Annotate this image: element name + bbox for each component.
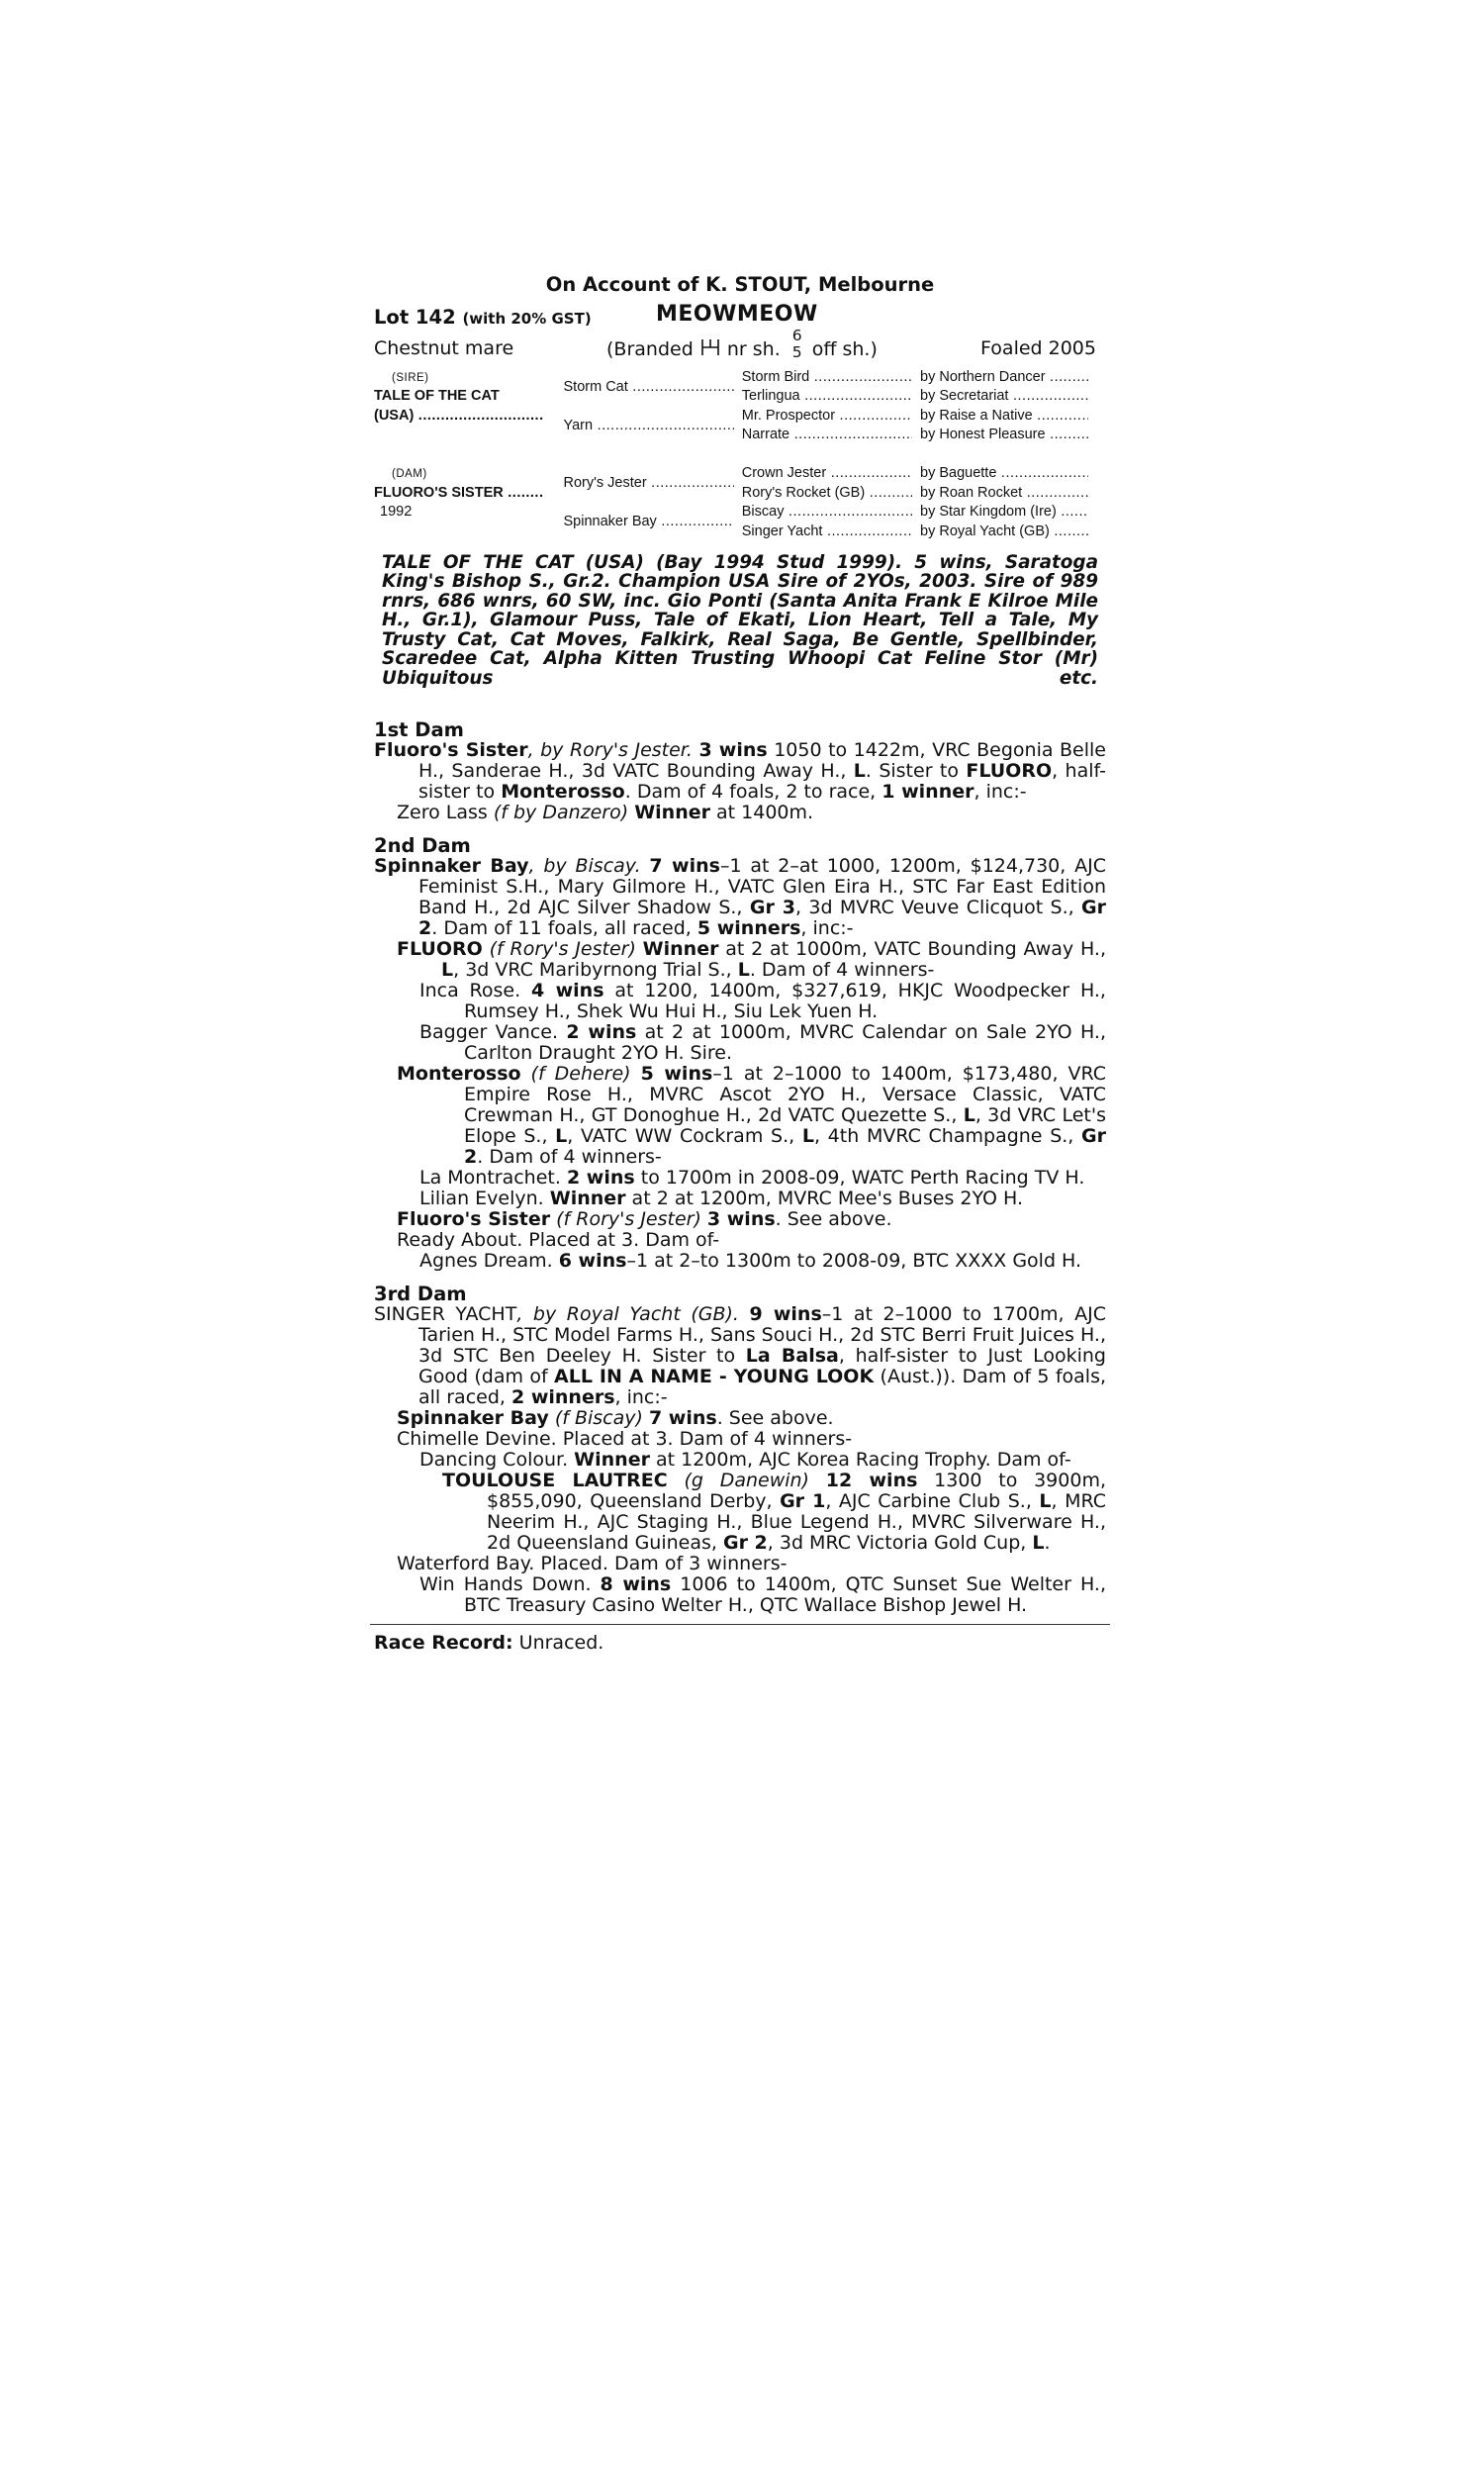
brand-number	[788, 328, 806, 361]
sibling-name: Monterosso	[501, 781, 625, 804]
text: at 1200, 1400m, $327,619, HKJC Woodpecker H., Rumsey H., Shek Wu Hui H., Siu Lek Yuen H.	[464, 980, 1106, 1023]
sire-name-country: (USA) .....	[374, 408, 544, 424]
listed: L	[1039, 1490, 1052, 1513]
foal-name: Spinnaker Bay	[397, 1407, 549, 1430]
pedigree-g2-cell	[564, 464, 742, 503]
divider	[370, 1624, 1110, 1625]
sire-name: TALE OF THE CAT	[374, 388, 500, 405]
pedigree-g2-item: Storm Cat .....	[564, 379, 734, 395]
foal-entry	[374, 1574, 1106, 1616]
dam-name-text: FLUORO'S SISTER .....	[374, 485, 544, 501]
listed: L	[801, 1125, 814, 1148]
text: . Dam of 11 foals, all raced,	[431, 917, 697, 940]
text: , 3d MRC Victoria Gold Cup,	[767, 1532, 1033, 1555]
text: , AJC Carbine Club S.,	[825, 1490, 1040, 1513]
first-dam-heading: 1st Dam	[374, 718, 464, 742]
foal-sire: (f by Danzero)	[487, 802, 635, 824]
text: to 1700m in 2008-09, WATC Perth Racing TV H.	[634, 1167, 1085, 1189]
pedigree-g2-item: Rory's Jester .....	[564, 475, 734, 491]
pedigree-g2-cell	[564, 503, 742, 541]
foal-entry	[374, 1450, 1106, 1471]
pedigree-g2-cell	[564, 406, 742, 444]
dam-name: Fluoro's Sister	[374, 739, 528, 762]
foal-sire: (f Dehere)	[520, 1063, 641, 1086]
foal-sire: (f Rory's Jester)	[550, 1208, 707, 1231]
wins: 2 wins	[566, 1167, 635, 1189]
foal-name: Agnes Dream.	[419, 1250, 559, 1273]
second-dam-heading: 2nd Dam	[374, 834, 471, 858]
foal-name: Inca Rose.	[419, 980, 531, 1002]
pedigree-g3-item: Crown Jester .....	[742, 465, 912, 481]
foal-name: Zero Lass	[397, 802, 488, 824]
foal-entry	[374, 1209, 1106, 1230]
pedigree-g3-cell	[742, 464, 920, 484]
winner: Winner	[574, 1449, 650, 1472]
description-line	[374, 326, 1106, 365]
first-dam-entry	[374, 740, 1106, 803]
listed: L	[1032, 1532, 1045, 1555]
pedigree-g3-cell	[742, 367, 920, 387]
foal-entry	[374, 939, 1106, 981]
listed: L	[853, 760, 866, 783]
winners-count: 1 winner	[881, 781, 974, 804]
wins: 12 wins	[825, 1470, 918, 1492]
pedigree-g4-item: by Star Kingdom (Ire) .....	[920, 504, 1088, 520]
pedigree-g4-cell	[920, 426, 1106, 445]
winner: Winner	[642, 938, 719, 961]
wins: 8 wins	[600, 1573, 672, 1596]
pedigree-g3-cell	[742, 522, 920, 541]
pedigree-g3-item: Storm Bird .....	[742, 369, 912, 385]
foal-name: Win Hands Down.	[419, 1573, 601, 1596]
consignor-line: On Account of K. STOUT, Melbourne	[545, 273, 935, 296]
pedigree-empty	[374, 426, 564, 445]
pedigree-g4-cell	[920, 387, 1106, 407]
lot-number	[374, 306, 592, 329]
sex-colour: Chestnut mare	[374, 337, 514, 359]
dam-sire: , by Rory's Jester.	[527, 739, 693, 762]
pedigree-g3-item: Biscay .....	[742, 504, 912, 520]
text: at 1400m.	[709, 802, 814, 824]
lot-label: Lot 142	[374, 306, 456, 329]
pedigree-g4-cell	[920, 406, 1106, 426]
brand-open: (Branded	[606, 338, 694, 360]
sibling-name: La Balsa	[745, 1345, 839, 1368]
brand-description	[606, 326, 878, 361]
pedigree-g4-item: by Northern Dancer .....	[920, 369, 1088, 385]
pedigree-g4-item: by Secretariat .....	[920, 388, 1088, 404]
pedigree-g3-item: Narrate .....	[742, 427, 912, 442]
listed: L	[963, 1104, 975, 1127]
foal-name: Fluoro's Sister	[397, 1208, 551, 1231]
race-record	[374, 1633, 1106, 1654]
foal-entry: Ready About. Placed at 3. Dam of-	[397, 1229, 720, 1252]
group: Gr 2	[418, 897, 1106, 940]
pedigree-g2-item: Spinnaker Bay .....	[564, 514, 734, 529]
text: , 3d MVRC Veuve Clicquot S.,	[794, 897, 1082, 919]
group: Gr 3	[749, 897, 795, 919]
pedigree-g4-item: by Baguette .....	[920, 465, 1088, 481]
dam-tag	[374, 464, 564, 484]
pedigree-g3-cell	[742, 426, 920, 445]
wins: 3 wins	[698, 739, 768, 762]
text: . Dam of 4 foals, 2 to race,	[624, 781, 882, 804]
race-record-label: Race Record:	[374, 1632, 513, 1655]
foal-sire: (g Danewin)	[667, 1470, 826, 1492]
brand-off: off sh.)	[811, 338, 878, 360]
group: Gr 1	[780, 1490, 826, 1513]
brand-number-bottom: 5	[791, 342, 802, 361]
wins: 7 wins	[648, 1407, 717, 1430]
race-record-value: Unraced.	[512, 1632, 604, 1655]
winners-count: 5 winners	[696, 917, 801, 940]
winner: Winner	[634, 802, 710, 824]
pedigree-g2-item: Yarn .....	[564, 418, 734, 433]
text: , MRC Neerim H., AJC Staging H., Blue Legend H., MVRC Silverware H., 2d Queensland Guineas,	[487, 1490, 1106, 1555]
dam-year: 1992	[380, 504, 413, 521]
foal-name: La Montrachet.	[419, 1167, 567, 1189]
gst-note: (with 20% GST)	[462, 310, 592, 328]
catalogue-page	[374, 273, 1106, 1654]
pedigree-g3-item: Singer Yacht .....	[742, 523, 912, 539]
text: –1 at 2–1000 to 1400m, $173,480, VRC Empire Rose H., MVRC Ascot 2YO H., Versace Classic, VATC Crewman H., GT Donoghue H., 2d VATC Quezette S.,	[464, 1063, 1106, 1127]
foaled-year: Foaled 2005	[980, 337, 1096, 359]
dam-tag-text: (DAM)	[392, 468, 427, 481]
listed: L	[737, 959, 750, 982]
wins: 6 wins	[558, 1250, 627, 1273]
foal-entry: Waterford Bay. Placed. Dam of 3 winners-	[397, 1553, 788, 1575]
sire-name-2	[374, 406, 564, 426]
horse-name: MEOWMEOW	[656, 302, 818, 327]
third-dam-heading: 3rd Dam	[374, 1283, 467, 1306]
foal-entry: Chimelle Devine. Placed at 3. Dam of 4 winners-	[397, 1428, 853, 1451]
pedigree-g2-cell	[564, 367, 742, 406]
text: at 2 at 1000m, MVRC Calendar on Sale 2YO H., Carlton Draught 2YO H. Sire.	[464, 1021, 1106, 1065]
wins: 3 wins	[706, 1208, 776, 1231]
text: . Dam of 4 winners-	[477, 1146, 662, 1169]
text: at 1200m, AJC Korea Racing Trophy. Dam of-	[649, 1449, 1071, 1472]
listed: L	[555, 1125, 568, 1148]
text: . Dam of 4 winners-	[749, 959, 935, 982]
brand-mark-icon	[699, 337, 721, 357]
pedigree-table	[374, 367, 1106, 541]
pedigree-g3-cell	[742, 483, 920, 503]
text: 1300 to 3900m, $855,090, Queensland Derby,	[487, 1470, 1106, 1513]
pedigree-g4-cell	[920, 367, 1106, 387]
text: . See above.	[775, 1208, 892, 1231]
foal-entry	[374, 1064, 1106, 1168]
text: –1 at 2–to 1300m to 2008-09, BTC XXXX Gold H.	[626, 1250, 1082, 1273]
winners-count: 2 winners	[510, 1386, 615, 1409]
text: .	[1044, 1532, 1051, 1555]
sibling-name: ALL IN A NAME - YOUNG LOOK	[554, 1366, 875, 1388]
foal-name: Dancing Colour.	[419, 1449, 575, 1472]
pedigree-g3-item: Rory's Rocket (GB) .....	[742, 485, 912, 501]
foal-name: Lilian Evelyn.	[419, 1188, 550, 1210]
foal-entry	[374, 1251, 1106, 1272]
pedigree-g3-cell	[742, 406, 920, 426]
sibling-name: FLUORO	[966, 760, 1053, 783]
pedigree-g4-cell	[920, 503, 1106, 523]
text: 1050 to 1422m, VRC Begonia Belle H., Sanderae H., 3d VATC Bounding Away H.,	[418, 739, 1106, 783]
text: , 4th MVRC Champagne S.,	[813, 1125, 1082, 1148]
group: Gr 2	[722, 1532, 768, 1555]
pedigree-g4-cell	[920, 483, 1106, 503]
wins: 4 wins	[530, 980, 604, 1002]
foal-entry	[374, 1022, 1106, 1064]
foal-entry	[374, 981, 1106, 1022]
dam-name: SINGER YACHT	[374, 1303, 517, 1326]
dam-sire: , by Biscay.	[528, 855, 641, 878]
pedigree-g3-item: Mr. Prospector .....	[742, 408, 912, 424]
pedigree-g4-item: by Royal Yacht (GB) .....	[920, 523, 1088, 539]
sire-tag-text: (SIRE)	[392, 371, 429, 384]
text: . See above.	[716, 1407, 834, 1430]
text: , half-sister to Just Looking Good (dam of	[418, 1345, 1106, 1388]
wins: 7 wins	[649, 855, 720, 878]
text: , 3d VRC Let's Elope S.,	[464, 1104, 1107, 1148]
text: (Aust.)). Dam of 5 foals, all raced,	[418, 1366, 1107, 1409]
foal-name: Bagger Vance.	[419, 1021, 567, 1044]
text: at 2 at 1000m, VATC Bounding Away H.,	[718, 938, 1106, 961]
text: –1 at 2–1000 to 1700m, AJC Tarien H., STC Model Farms H., Sans Souci H., 2d STC Berri Fruit Juices H., 3d STC Ben Deeley H. Sister to	[418, 1303, 1106, 1368]
third-dam-entry	[374, 1304, 1106, 1408]
sire-summary: TALE OF THE CAT (USA) (Bay 1994 Stud 1999). 5 wins, Saratoga King's Bishop S., Gr.2. Champion USA Sire of 2YOs, 2003. Sire of 989 rnrs, 686 wnrs, 60 SW, inc. Gio Ponti (Santa Anita Frank E Kilroe Mile H., Gr.1), Glamour Puss, Tale of Ekati, Lion Heart, Tell a Tale, My Trusty Cat, Cat Moves, Falkirk, Real Saga, Be Gentle, Spellbinder, Scaredee Cat, Alpha Kitten Trusting Whoopi Cat Feline Stor (Mr) Ubiquitous etc.	[382, 551, 1098, 690]
dam-name	[374, 483, 564, 503]
wins: 5 wins	[640, 1063, 713, 1086]
text: . Sister to	[865, 760, 967, 783]
text: , half-sister to	[418, 760, 1107, 804]
sire-tag	[374, 367, 564, 387]
brand-nr: nr sh.	[726, 338, 781, 360]
foal-entry	[374, 1408, 1106, 1429]
pedigree-g4-item: by Roan Rocket .....	[920, 485, 1088, 501]
listed: L	[441, 959, 454, 982]
text: 1006 to 1400m, QTC Sunset Sue Welter H., BTC Treasury Casino Welter H., QTC Wallace Bishop Jewel H.	[464, 1573, 1106, 1617]
foal-entry	[374, 1168, 1106, 1189]
foal-entry	[374, 1189, 1106, 1209]
text: , inc:-	[614, 1386, 668, 1409]
wins: 2 wins	[566, 1021, 637, 1044]
foal-entry	[374, 803, 1106, 823]
group: Gr 2	[464, 1125, 1106, 1169]
winner: Winner	[549, 1188, 626, 1210]
pedigree-g4-cell	[920, 522, 1106, 541]
brand-number-top: 6	[791, 326, 802, 344]
text: , 3d VRC Maribyrnong Trial S.,	[453, 959, 738, 982]
pedigree-g4-item: by Raise a Native .....	[920, 408, 1088, 424]
pedigree-empty	[374, 522, 564, 541]
pedigree-g3-cell	[742, 387, 920, 407]
wins: 9 wins	[749, 1303, 822, 1326]
dam-name: Spinnaker Bay	[374, 855, 529, 878]
dam-sire: , by Royal Yacht (GB).	[516, 1303, 739, 1326]
text: at 2 at 1200m, MVRC Mee's Buses 2YO H.	[625, 1188, 1024, 1210]
text: , inc:-	[974, 781, 1027, 804]
pedigree-g4-item: by Honest Pleasure .....	[920, 427, 1088, 442]
foal-name: TOULOUSE LAUTREC	[442, 1470, 668, 1492]
foal-sire: (f Rory's Jester)	[482, 938, 643, 961]
text: –1 at 2–at 1000, 1200m, $124,730, AJC Feminist S.H., Mary Gilmore H., VATC Glen Eira H., STC Far East Edition Band H., 2d AJC Silver Shadow S.,	[418, 855, 1106, 919]
foal-name: Monterosso	[397, 1063, 521, 1086]
text: , VATC WW Cockram S.,	[567, 1125, 802, 1148]
lot-line	[374, 302, 1106, 332]
pedigree-g4-cell	[920, 464, 1106, 484]
text: , inc:-	[800, 917, 854, 940]
foal-name: FLUORO	[397, 938, 483, 961]
foal-entry	[374, 1471, 1106, 1554]
foal-sire: (f Biscay)	[548, 1407, 649, 1430]
second-dam-entry	[374, 856, 1106, 939]
pedigree-g3-item: Terlingua .....	[742, 388, 912, 404]
pedigree-gap	[374, 444, 1106, 464]
pedigree-g3-cell	[742, 503, 920, 523]
